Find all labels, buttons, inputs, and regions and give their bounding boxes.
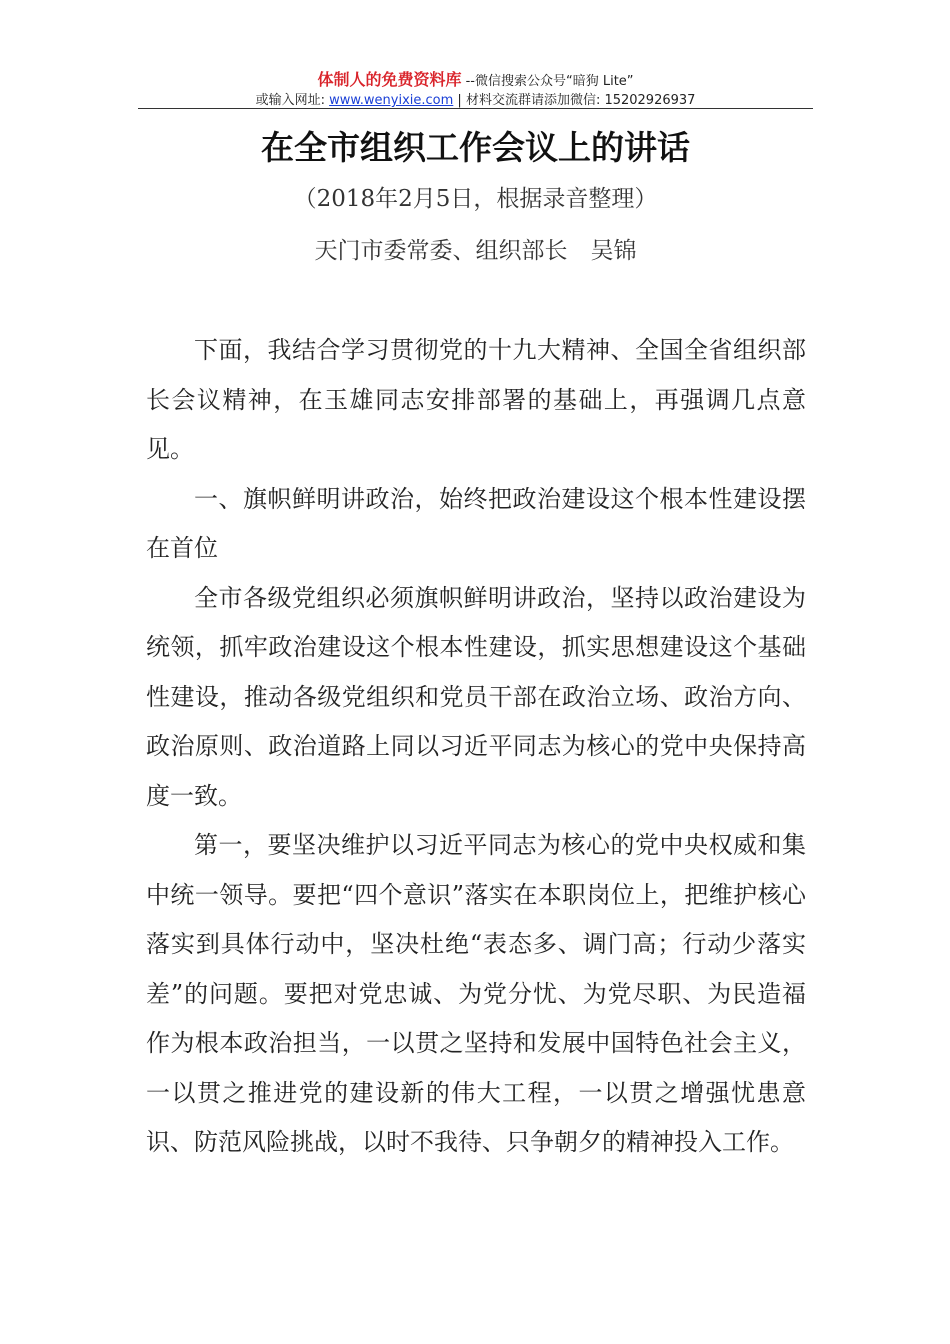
header-brand-suffix: --微信搜索公众号“暗狗 Lite”: [461, 74, 634, 89]
paragraph-section-body: 全市各级党组织必须旗帜鲜明讲政治，坚持以政治建设为统领，抓牢政治建设这个根本性建设，抓实思想建设这个基础性建设，推动各级党组织和党员干部在政治立场、政治方向、政治原则、政治道路上同以习近平同志为核心的党中央保持高度一致。: [146, 583, 806, 810]
paragraph-point-one: 第一，要坚决维护以习近平同志为核心的党中央权威和集中统一领导。要把“四个意识”落实在本职岗位上，把维护核心落实到具体行动中，坚决杜绝“表态多、调门高；行动少落实差”的问题。要把对党忠诚、为党分忧、为党尽职、为民造福作为根本政治担当，一以贯之坚持和发展中国特色社会主义，一以贯之推进党的建设新的伟大工程，一以贯之增强忧患意识、防范风险挑战，以时不我待、只争朝夕的精神投入工作。: [146, 831, 806, 1156]
document-byline: 天门市委常委、组织部长 吴锦: [314, 238, 637, 264]
document-body: [146, 326, 806, 1168]
document-title: 在全市组织工作会议上的讲话: [261, 128, 690, 167]
header-url-prefix: 或输入网址:: [255, 93, 330, 108]
document-subtitle: （2018年2月5日，根据录音整理）: [293, 186, 658, 212]
header-contact: | 材料交流群请添加微信: 15202926937: [453, 93, 696, 108]
header-url-link[interactable]: www.wenyixie.com: [329, 93, 454, 108]
page-header: [138, 70, 813, 110]
header-brand: 体制人的免费资料库: [317, 70, 462, 89]
paragraph-intro: 下面，我结合学习贯彻党的十九大精神、全国全省组织部长会议精神，在玉雄同志安排部署的基础上，再强调几点意见。: [146, 336, 806, 463]
header-line-1: [138, 70, 813, 91]
header-divider: [138, 108, 813, 109]
paragraph-section-heading: 一、旗帜鲜明讲政治，始终把政治建设这个根本性建设摆在首位: [146, 484, 806, 562]
